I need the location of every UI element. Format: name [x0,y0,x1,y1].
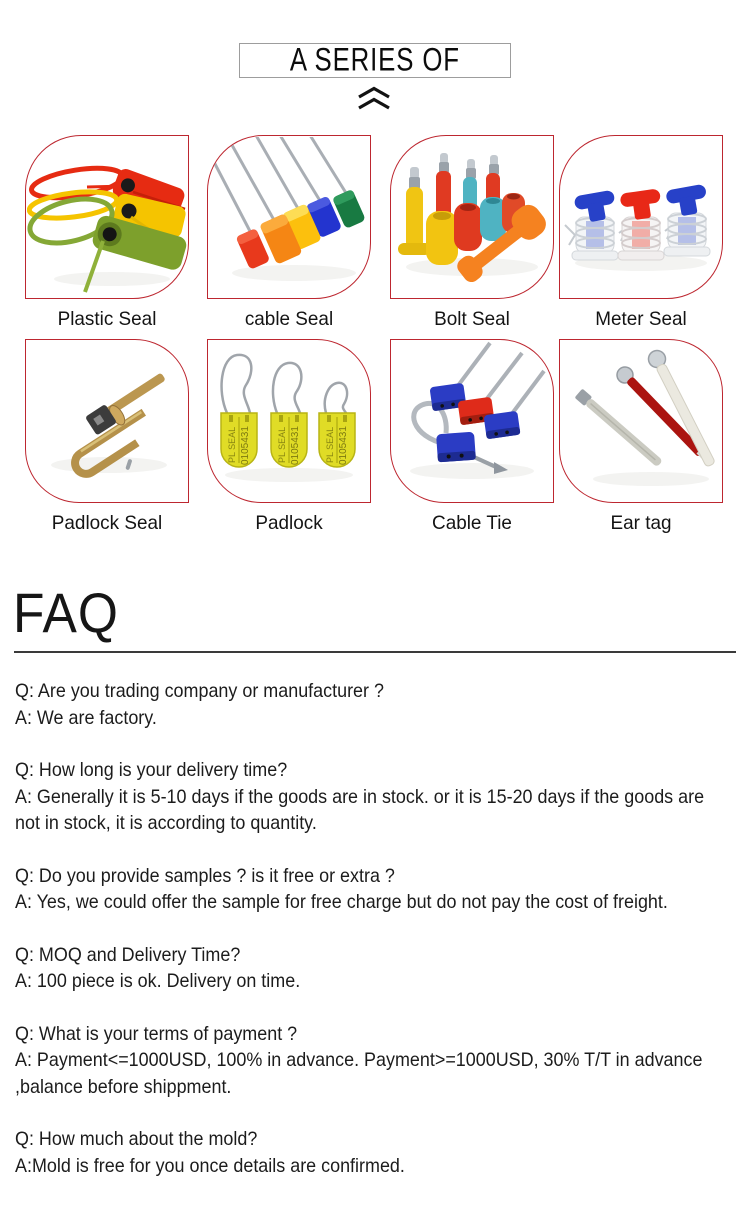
padlock-image [207,339,371,503]
product-card-padlock-seal [25,339,189,535]
faq-question: Q: What is your terms of payment ? [15,1022,298,1045]
series-title: A SERIES OF [289,42,461,78]
faq-answer: A: Payment<=1000USD, 100% in advance. Payment>=1000USD, 30% T/T in advance ,balance before shippment. [15,1049,703,1098]
padlock-tag-number: 0105431 [290,426,301,465]
padlock-seal-image [25,339,189,503]
product-label-bolt-seal: Bolt Seal [434,308,510,330]
cable-tie-image [390,339,554,503]
product-card-plastic-seal [25,135,189,331]
product-card-padlock [207,339,371,535]
ear-tag-illustration [561,341,721,501]
faq-question: Q: Do you provide samples ? is it free or extra ? [15,864,395,887]
faq-item [15,1126,718,1179]
product-label-meter-seal: Meter Seal [595,308,687,330]
faq-divider [14,651,736,653]
product-label-plastic-seal: Plastic Seal [57,308,157,330]
product-card-cable-tie [390,339,554,535]
plastic-seal-image [25,135,189,299]
meter-seal-illustration [561,137,721,297]
faq-item [15,942,718,995]
faq-item [15,1021,718,1101]
faq-question: Q: How long is your delivery time? [15,759,288,781]
product-label-ear-tag: Ear tag [610,512,672,534]
faq-answer: A:Mold is free for you once details are confirmed. [15,1154,405,1177]
bolt-seal-image [390,135,554,299]
padlock-tag-text: PL SEAL [277,426,287,463]
faq-heading: FAQ [13,581,119,644]
faq-item [15,757,718,837]
padlock-illustration [209,341,369,501]
product-card-cable-seal [207,135,371,331]
meter-seal-image [559,135,723,299]
bolt-seal-illustration [392,137,552,297]
faq-answer: A: We are factory. [15,706,157,729]
padlock-tag-number: 0105431 [338,426,349,465]
cable-seal-image [207,135,371,299]
cable-tie-illustration [392,341,552,501]
product-card-ear-tag [559,339,723,535]
padlock-tag-text: PL SEAL [325,426,335,463]
faq-item [15,863,718,916]
faq-answer: A: Yes, we could offer the sample for free charge but do not pay the cost of freight. [15,891,668,913]
faq-answer: A: 100 piece is ok. Delivery on time. [15,970,301,992]
double-chevron-up-icon [352,85,396,111]
product-label-padlock-seal: Padlock Seal [51,512,163,534]
faq-question: Q: How much about the mold? [15,1128,258,1150]
product-label-cable-seal: cable Seal [244,308,334,330]
faq-list [15,678,718,1205]
product-label-padlock: Padlock [255,512,323,534]
faq-question: Q: MOQ and Delivery Time? [15,943,241,966]
product-card-meter-seal [559,135,723,331]
ear-tag-image [559,339,723,503]
cable-seal-illustration [209,137,369,297]
product-label-cable-tie: Cable Tie [432,512,512,534]
padlock-tag-number: 0105431 [240,426,251,465]
plastic-seal-illustration [27,137,187,297]
faq-question: Q: Are you trading company or manufacturer ? [15,680,384,702]
padlock-seal-illustration [27,341,187,501]
padlock-tag-text: PL SEAL [227,426,237,463]
faq-answer: A: Generally it is 5-10 days if the goods are in stock. or it is 15-20 days if the goods are not in stock, it is according to quantity. [15,785,705,834]
product-card-bolt-seal [390,135,554,331]
faq-item [15,678,718,731]
series-title-box [239,43,511,78]
